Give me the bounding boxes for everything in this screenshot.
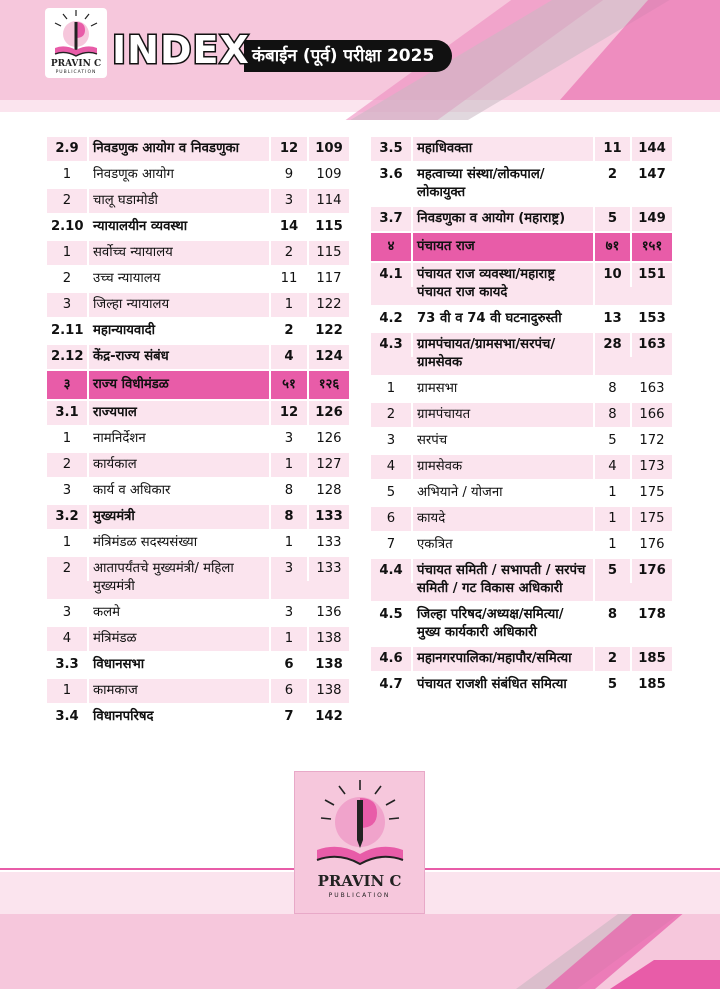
- table-row: [371, 507, 672, 533]
- row-number: 2: [47, 267, 89, 291]
- table-row: [47, 137, 349, 163]
- row-question-count: 2: [271, 241, 309, 265]
- table-row: [371, 533, 672, 559]
- row-number: 2.12: [47, 345, 89, 369]
- table-row: [371, 603, 672, 647]
- left-index-table: [47, 137, 349, 731]
- row-question-count: 1: [271, 453, 309, 477]
- row-page-number: 185: [638, 677, 666, 692]
- row-title: ग्रामपंचायत: [413, 403, 595, 427]
- row-number: 3: [47, 479, 89, 503]
- table-row: [47, 531, 349, 557]
- table-row: [371, 307, 672, 333]
- row-page-number: 144: [638, 141, 666, 156]
- row-title: न्यायालयीन व्यवस्था: [89, 215, 271, 239]
- footer-logo-sub: PUBLICATION: [328, 892, 391, 899]
- row-number: 2: [371, 403, 413, 427]
- table-row: [371, 263, 672, 307]
- row-page-number: 133: [316, 561, 342, 576]
- row-question-count: 5: [595, 207, 632, 231]
- row-title: विधानपरिषद: [89, 705, 271, 729]
- row-number: 4.2: [371, 307, 413, 331]
- row-title: पंचायत राजशी संबंधित समित्या: [413, 673, 595, 697]
- row-question-count: 14: [271, 215, 309, 239]
- table-row: [47, 453, 349, 479]
- row-number: 4.1: [371, 263, 413, 287]
- row-number: 3: [47, 293, 89, 317]
- row-page-number: 176: [639, 537, 665, 552]
- row-question-count: 6: [271, 679, 309, 703]
- row-page-number: 149: [638, 211, 666, 226]
- row-number: 4.4: [371, 559, 413, 583]
- row-title: कामकाज: [89, 679, 271, 703]
- table-row: [371, 429, 672, 455]
- row-number: 2.11: [47, 319, 89, 343]
- row-page-number: 138: [316, 683, 342, 698]
- section-row: [47, 371, 349, 401]
- row-number: 3: [371, 429, 413, 453]
- row-question-count: ७१: [595, 233, 632, 261]
- row-question-count: 1: [271, 627, 309, 651]
- row-page-number: 142: [315, 709, 343, 724]
- row-question-count: 5: [595, 673, 632, 697]
- row-question-count: ५१: [271, 371, 309, 399]
- row-page-number: 133: [316, 535, 342, 550]
- table-row: [47, 401, 349, 427]
- row-page-number: 128: [316, 483, 342, 498]
- row-title: कलमे: [89, 601, 271, 625]
- row-page-number: 109: [315, 141, 343, 156]
- table-row: [371, 455, 672, 481]
- table-row: [371, 163, 672, 207]
- row-page-number: 173: [639, 459, 665, 474]
- table-row: [47, 427, 349, 453]
- table-row: [371, 647, 672, 673]
- row-number: 3.4: [47, 705, 89, 729]
- row-title: आतापर्यंतचे मुख्यमंत्री/ महिला मुख्यमंत्री: [89, 557, 271, 599]
- page-subtitle: कंबाईन (पूर्व) परीक्षा 2025: [244, 40, 452, 72]
- row-question-count: 2: [595, 163, 632, 187]
- row-page-number: 185: [638, 651, 666, 666]
- row-number: 2: [47, 557, 89, 581]
- row-number: 5: [371, 481, 413, 505]
- table-row: [47, 215, 349, 241]
- row-number: 4: [371, 455, 413, 479]
- row-title: महानगरपालिका/महापौर/समित्या: [413, 647, 595, 671]
- footer-logo: [294, 771, 425, 914]
- row-question-count: 8: [595, 403, 632, 427]
- row-number: 4.7: [371, 673, 413, 697]
- row-question-count: 1: [595, 533, 632, 557]
- row-number: 4: [47, 627, 89, 651]
- row-number: 4.5: [371, 603, 413, 627]
- row-question-count: 1: [595, 481, 632, 505]
- row-question-count: 13: [595, 307, 632, 331]
- row-title: जिल्हा परिषद/अध्यक्ष/समित्या/ मुख्य कार्यकारी अधिकारी: [413, 603, 595, 645]
- row-question-count: 6: [271, 653, 309, 677]
- row-number: ४: [371, 233, 413, 261]
- row-question-count: 8: [271, 479, 309, 503]
- row-number: 4.6: [371, 647, 413, 671]
- table-row: [371, 559, 672, 603]
- table-row: [371, 207, 672, 233]
- row-number: 7: [371, 533, 413, 557]
- row-question-count: 1: [595, 507, 632, 531]
- table-row: [47, 345, 349, 371]
- row-title: अभियाने / योजना: [413, 481, 595, 505]
- row-page-number: 166: [639, 407, 665, 422]
- table-row: [47, 505, 349, 531]
- row-number: 3.2: [47, 505, 89, 529]
- logo-text: PRAVIN C: [50, 59, 102, 69]
- row-title: कार्यकाल: [89, 453, 271, 477]
- row-title: मंत्रिमंडळ: [89, 627, 271, 651]
- row-number: 2.10: [47, 215, 89, 239]
- row-title: महत्वाच्या संस्था/लोकपाल/ लोकायुक्त: [413, 163, 595, 205]
- table-row: [371, 137, 672, 163]
- row-page-number: 126: [316, 431, 342, 446]
- row-page-number: 138: [315, 657, 343, 672]
- row-title: सर्वोच्च न्यायालय: [89, 241, 271, 265]
- row-number: 1: [47, 679, 89, 703]
- row-question-count: 4: [271, 345, 309, 369]
- row-question-count: 11: [271, 267, 309, 291]
- table-row: [47, 653, 349, 679]
- row-number: 2.9: [47, 137, 89, 161]
- row-page-number: 115: [315, 219, 343, 234]
- table-row: [47, 293, 349, 319]
- row-number: 3.7: [371, 207, 413, 231]
- row-title: चालू घडामोडी: [89, 189, 271, 213]
- row-number: 2: [47, 453, 89, 477]
- right-index-table: [371, 137, 672, 699]
- row-question-count: 2: [595, 647, 632, 671]
- row-number: 1: [47, 531, 89, 555]
- row-title: निवडणुका व आयोग (महाराष्ट्र): [413, 207, 595, 231]
- row-number: 3: [47, 601, 89, 625]
- row-question-count: 28: [595, 333, 632, 357]
- row-question-count: 8: [595, 377, 632, 401]
- row-title: पंचायत समिती / सभापती / सरपंच समिती / गट विकास अधिकारी: [413, 559, 595, 601]
- row-question-count: 8: [595, 603, 632, 627]
- row-title: नामनिर्देशन: [89, 427, 271, 451]
- row-title: उच्च न्यायालय: [89, 267, 271, 291]
- row-number: 6: [371, 507, 413, 531]
- row-page-number: 178: [638, 607, 666, 622]
- row-question-count: 12: [271, 137, 309, 161]
- row-page-number: 115: [316, 245, 342, 260]
- row-title: एकत्रित: [413, 533, 595, 557]
- row-question-count: 7: [271, 705, 309, 729]
- table-row: [47, 479, 349, 505]
- pen-book-icon: [295, 772, 426, 872]
- table-row: [371, 403, 672, 429]
- row-title: पंचायत राज: [413, 233, 595, 261]
- row-question-count: 11: [595, 137, 632, 161]
- table-row: [47, 267, 349, 293]
- row-number: 4.3: [371, 333, 413, 357]
- row-question-count: 3: [271, 601, 309, 625]
- table-row: [47, 601, 349, 627]
- row-title: विधानसभा: [89, 653, 271, 677]
- row-page-number: 122: [316, 297, 342, 312]
- row-page-number: 147: [638, 167, 666, 182]
- row-page-number: १५१: [641, 239, 663, 254]
- row-page-number: 175: [639, 511, 665, 526]
- table-row: [47, 163, 349, 189]
- row-page-number: 153: [638, 311, 666, 326]
- table-row: [47, 189, 349, 215]
- table-row: [47, 705, 349, 731]
- row-title: महाधिवक्ता: [413, 137, 595, 161]
- row-page-number: 172: [639, 433, 665, 448]
- row-number: 3.1: [47, 401, 89, 425]
- row-page-number: 122: [315, 323, 343, 338]
- row-question-count: 10: [595, 263, 632, 287]
- row-page-number: 117: [316, 271, 342, 286]
- row-page-number: 138: [316, 631, 342, 646]
- row-title: ग्रामसभा: [413, 377, 595, 401]
- row-question-count: 5: [595, 559, 632, 583]
- row-number: 1: [47, 163, 89, 187]
- row-question-count: 5: [595, 429, 632, 453]
- row-number: 3.3: [47, 653, 89, 677]
- logo-subtext: PUBLICATION: [55, 70, 97, 75]
- table-row: [47, 557, 349, 601]
- row-page-number: 175: [639, 485, 665, 500]
- row-title: मुख्यमंत्री: [89, 505, 271, 529]
- row-page-number: 133: [315, 509, 343, 524]
- row-title: ग्रामपंचायत/ग्रामसभा/सरपंच/ ग्रामसेवक: [413, 333, 595, 375]
- table-row: [371, 481, 672, 507]
- row-title: ग्रामसेवक: [413, 455, 595, 479]
- table-row: [47, 679, 349, 705]
- row-question-count: 8: [271, 505, 309, 529]
- table-row: [371, 333, 672, 377]
- row-page-number: 163: [639, 381, 665, 396]
- row-title: 73 वी व 74 वी घटनादुरुस्ती: [413, 307, 595, 331]
- row-number: 1: [47, 241, 89, 265]
- row-page-number: 126: [315, 405, 343, 420]
- row-question-count: 9: [271, 163, 309, 187]
- row-number: 1: [47, 427, 89, 451]
- row-title: महान्यायवादी: [89, 319, 271, 343]
- pen-book-icon: [45, 8, 107, 60]
- row-number: 2: [47, 189, 89, 213]
- publisher-logo: [45, 8, 107, 78]
- row-number: ३: [47, 371, 89, 399]
- row-number: 1: [371, 377, 413, 401]
- row-title: निवडणुक आयोग व निवडणुका: [89, 137, 271, 161]
- row-title: कायदे: [413, 507, 595, 531]
- table-row: [47, 319, 349, 345]
- row-title: राज्यपाल: [89, 401, 271, 425]
- row-title: मंत्रिमंडळ सदस्यसंख्या: [89, 531, 271, 555]
- table-row: [47, 627, 349, 653]
- row-title: केंद्र-राज्य संबंध: [89, 345, 271, 369]
- row-page-number: 163: [638, 337, 666, 352]
- row-question-count: 12: [271, 401, 309, 425]
- row-title: राज्य विधीमंडळ: [89, 371, 271, 399]
- row-question-count: 3: [271, 189, 309, 213]
- row-page-number: 109: [316, 167, 342, 182]
- row-question-count: 3: [271, 427, 309, 451]
- row-question-count: 4: [595, 455, 632, 479]
- row-page-number: 127: [316, 457, 342, 472]
- row-page-number: 176: [638, 563, 666, 578]
- footer-logo-name: PRAVIN C: [317, 872, 402, 890]
- row-title: निवडणूक आयोग: [89, 163, 271, 187]
- table-row: [47, 241, 349, 267]
- row-number: 3.6: [371, 163, 413, 187]
- page-title: INDEX: [112, 28, 250, 72]
- row-title: पंचायत राज व्यवस्था/महाराष्ट्र पंचायत राज कायदे: [413, 263, 595, 305]
- row-page-number: 114: [316, 193, 342, 208]
- row-page-number: १२६: [318, 377, 340, 392]
- row-question-count: 1: [271, 531, 309, 555]
- row-question-count: 3: [271, 557, 309, 581]
- row-title: जिल्हा न्यायालय: [89, 293, 271, 317]
- row-question-count: 2: [271, 319, 309, 343]
- row-title: सरपंच: [413, 429, 595, 453]
- row-page-number: 151: [638, 267, 666, 282]
- section-row: [371, 233, 672, 263]
- row-question-count: 1: [271, 293, 309, 317]
- row-title: कार्य व अधिकार: [89, 479, 271, 503]
- row-page-number: 124: [315, 349, 343, 364]
- row-number: 3.5: [371, 137, 413, 161]
- row-page-number: 136: [316, 605, 342, 620]
- table-row: [371, 673, 672, 699]
- table-row: [371, 377, 672, 403]
